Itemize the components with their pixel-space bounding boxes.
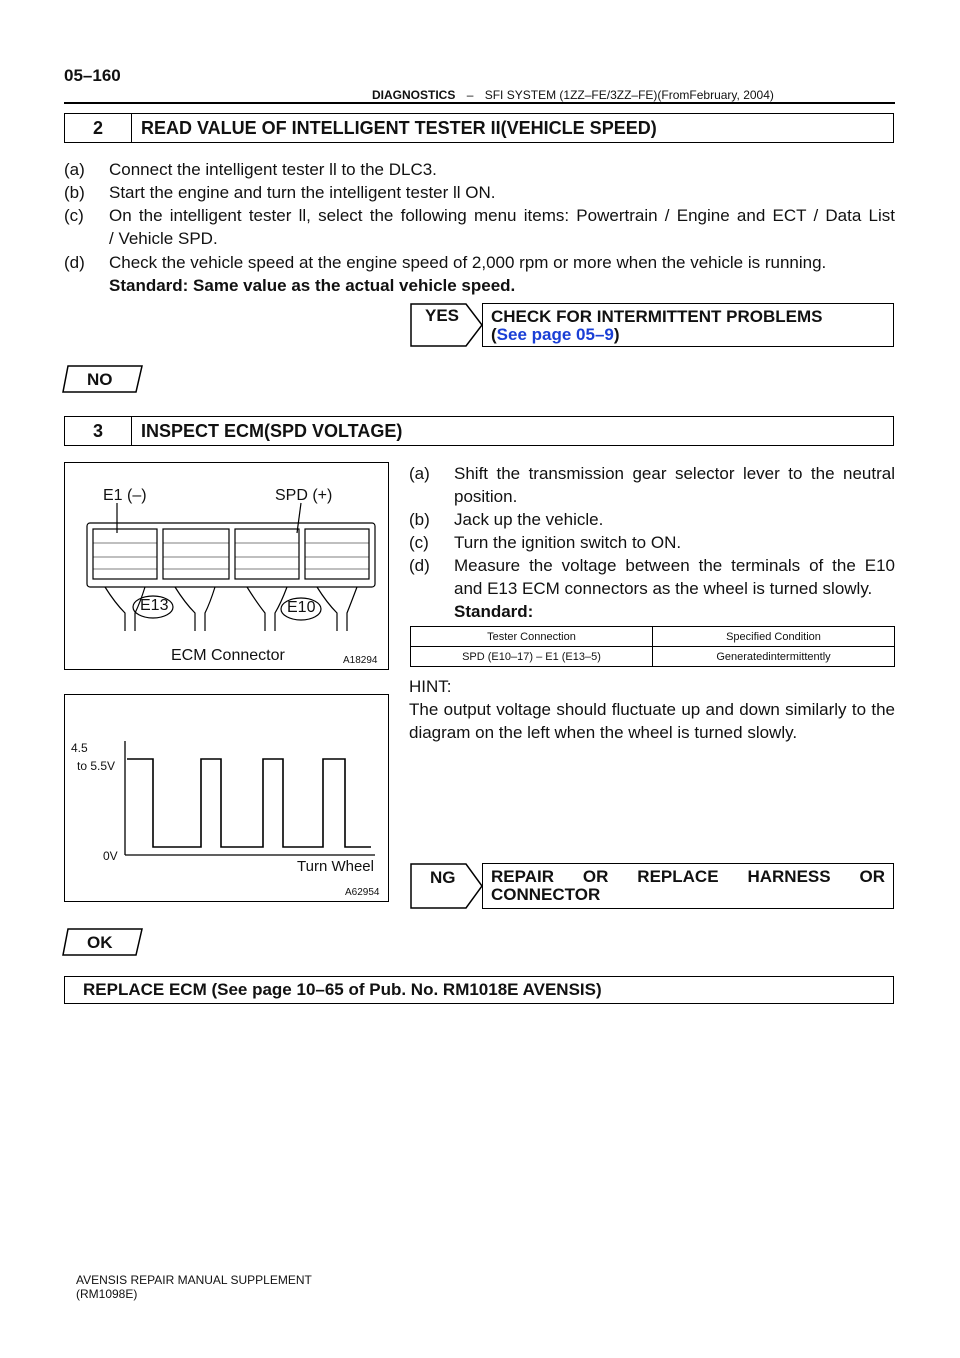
header-dash: –: [466, 88, 474, 102]
step2-item-a-text: Connect the intelligent tester ll to the DLC3.: [109, 160, 437, 179]
ng-result-line2: CONNECTOR: [491, 885, 601, 904]
label-e10: E10: [287, 599, 316, 616]
waveform-label-high1: 4.5: [71, 741, 88, 755]
connector-code: A18294: [343, 655, 378, 666]
table-cell: SPD (E10–17) – E1 (E13–5): [411, 647, 653, 667]
yes-result-line2: [491, 326, 885, 344]
step2-item-a: [64, 159, 85, 181]
step3-item-a-text: Shift the transmission gear selector lever to the neutral: [454, 464, 895, 483]
table-row: [411, 647, 895, 667]
step3-item-c-text: Turn the ignition switch to ON.: [454, 533, 682, 552]
page-number: 05–160: [64, 66, 121, 85]
header-section-name: DIAGNOSTICS: [372, 88, 456, 102]
table-header-row: [411, 627, 895, 647]
waveform-figure: [64, 694, 389, 902]
hint-line1: The output voltage should fluctuate up and down similarly to the: [409, 700, 895, 719]
table-header-cell: Tester Connection: [411, 627, 653, 647]
yes-result-box: [482, 303, 894, 347]
step2-item-d: (d): [64, 253, 85, 272]
final-box: [64, 976, 894, 1004]
step2-item-b-text: Start the engine and turn the intelligent tester ll ON.: [109, 183, 496, 202]
ng-tag: NG: [430, 868, 456, 887]
step3-item-d-text: Measure the voltage between the terminals of the E10: [454, 556, 895, 575]
no-tag: NO: [87, 370, 113, 389]
waveform-trace: [127, 759, 371, 847]
ok-tag: OK: [87, 933, 113, 952]
header-subsection: SFI SYSTEM (1ZZ–FE/3ZZ–FE)(FromFebruary, 2004): [484, 88, 774, 102]
footer-line1: AVENSIS REPAIR MANUAL SUPPLEMENT: [76, 1273, 312, 1287]
step2-box: [64, 113, 894, 143]
step2-number: 2: [65, 114, 132, 142]
label-e13: E13: [140, 597, 169, 614]
yes-result-line1: CHECK FOR INTERMITTENT PROBLEMS: [491, 307, 823, 326]
step3-standard-label: Standard:: [454, 602, 534, 621]
footer-line2: (RM1098E): [76, 1287, 138, 1301]
waveform-label-high2: to 5.5V: [77, 759, 116, 773]
hint-line2: diagram on the left when the wheel is turned slowly.: [409, 723, 798, 742]
step2-item-c-text: On the intelligent tester ll, select the following menu items: Powertrain / Engine and ECT / Data List: [109, 206, 895, 225]
table-cell: Generatedintermittently: [653, 647, 895, 667]
step2-item-c: (c): [64, 206, 84, 225]
step3-box: [64, 416, 894, 446]
step3-item-b: (b): [409, 510, 430, 529]
header-rule: [64, 102, 895, 104]
header-section: [372, 88, 774, 102]
label-e1: E1 (–): [103, 487, 147, 504]
step3-item-d-text2: and E13 ECM connectors as the wheel is turned slowly.: [454, 579, 873, 598]
final-text: REPLACE ECM (See page 10–65 of Pub. No. RM1018E AVENSIS): [83, 980, 602, 999]
label-spd: SPD (+): [275, 487, 333, 504]
step2-item-d-text: Check the vehicle speed at the engine speed of 2,000 rpm or more when the vehicle is running.: [109, 253, 827, 272]
waveform-code: A62954: [345, 887, 380, 898]
yes-open-paren: (: [491, 325, 497, 344]
ng-result-box: [482, 863, 894, 909]
step3-item-d: (d): [409, 556, 430, 575]
step2-item-b: (b): [64, 183, 85, 202]
ng-result-line1: REPAIR OR REPLACE HARNESS OR: [491, 867, 885, 886]
step3-item-c: (c): [409, 533, 429, 552]
step3-number: 3: [65, 417, 132, 445]
spec-table: [410, 626, 895, 667]
step3-item-a-text2: position.: [454, 487, 518, 506]
see-page-link[interactable]: See page 05–9: [496, 325, 614, 344]
step2-standard: Standard: Same value as the actual vehicle speed.: [109, 276, 516, 295]
step3-item-a: (a): [409, 464, 430, 483]
table-header-cell: Specified Condition: [653, 627, 895, 647]
yes-tag: YES: [425, 306, 460, 325]
step2-item-c-text2: / Vehicle SPD.: [109, 229, 218, 248]
step2-title: READ VALUE OF INTELLIGENT TESTER II(VEHICLE SPEED): [141, 118, 657, 138]
hint-label: HINT:: [409, 677, 452, 696]
connector-caption: ECM Connector: [171, 647, 285, 664]
step3-title: INSPECT ECM(SPD VOLTAGE): [141, 421, 403, 441]
ecm-connector-figure: [64, 462, 389, 670]
step3-item-b-text: Jack up the vehicle.: [454, 510, 604, 529]
waveform-xlabel: Turn Wheel: [297, 858, 374, 875]
yes-close-paren: ): [613, 325, 620, 344]
item-label: (a): [64, 160, 85, 179]
waveform-label-low: 0V: [103, 849, 118, 863]
